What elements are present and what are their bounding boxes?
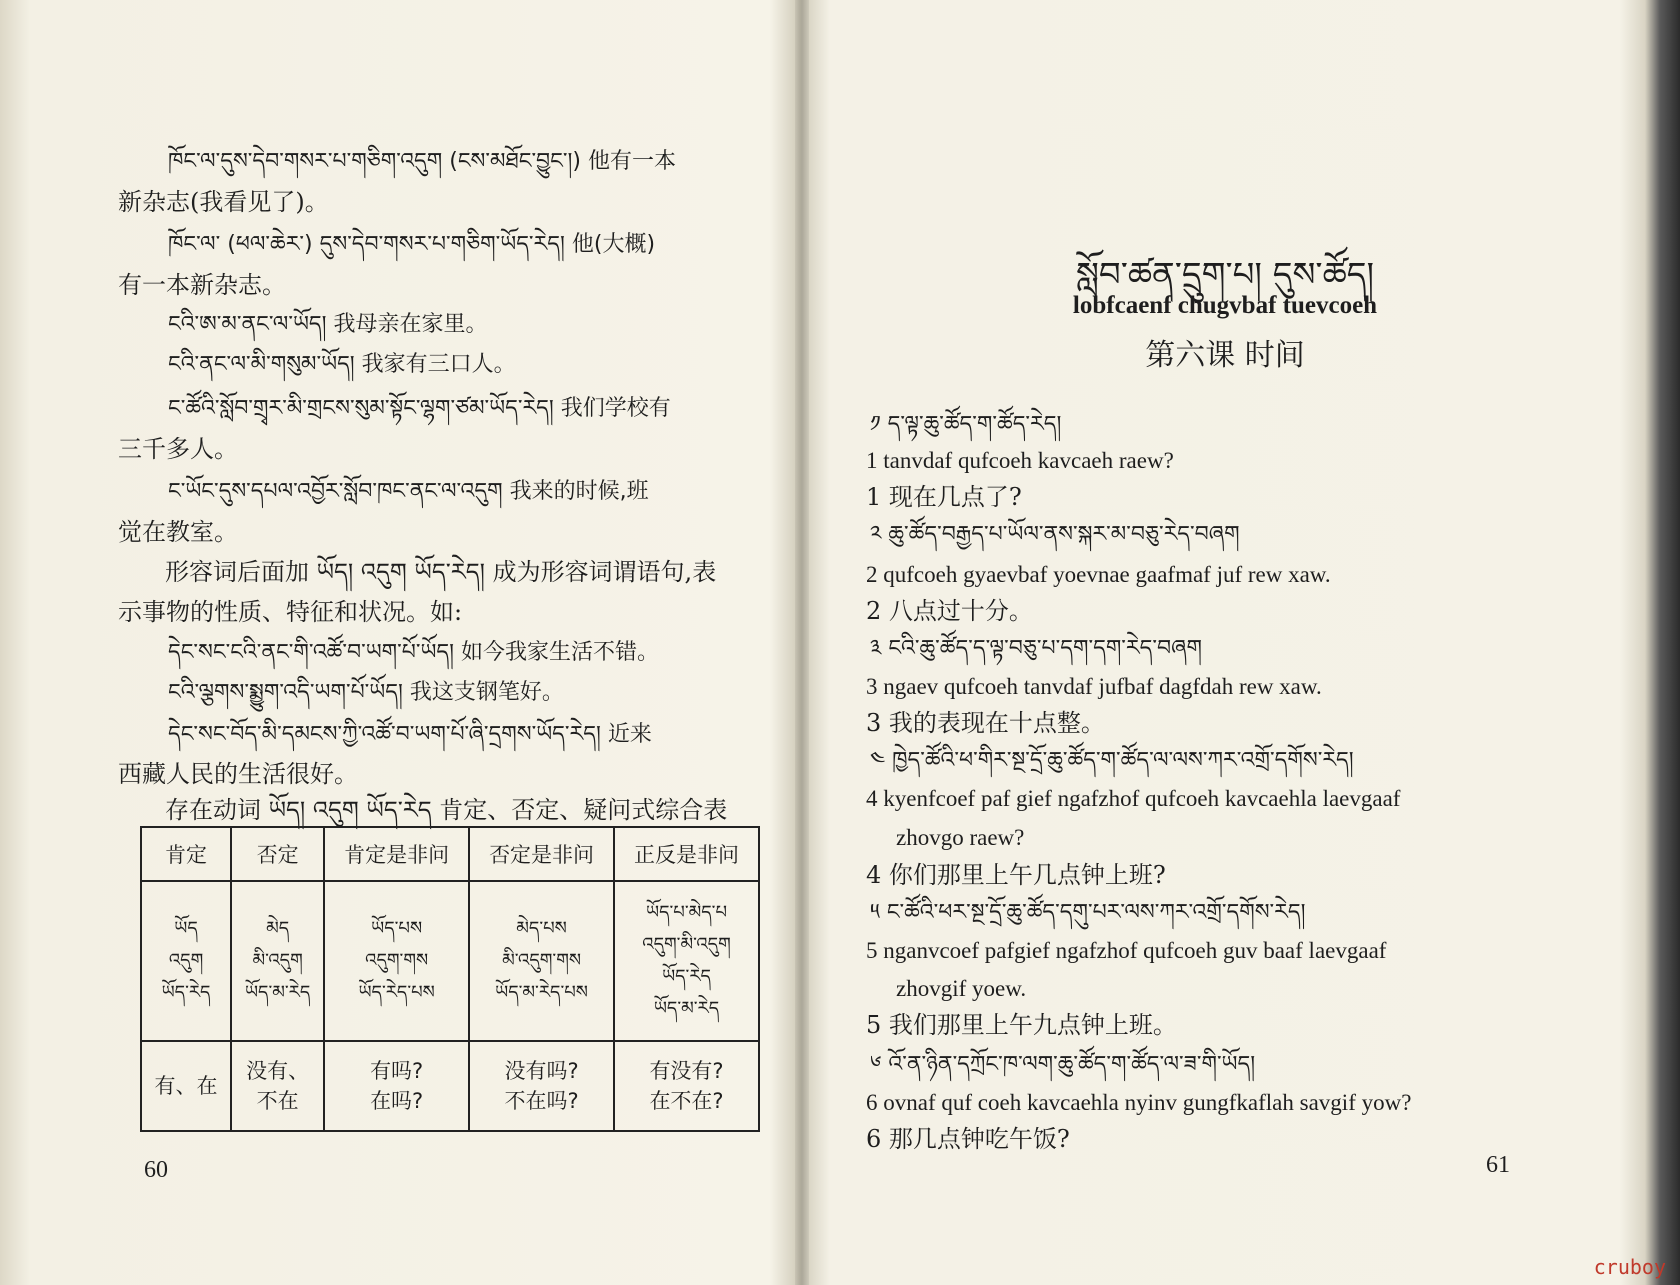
cell-line: འདུག bbox=[168, 950, 204, 971]
existence-verb-table bbox=[140, 826, 760, 1132]
table-header-cell: 肯定 bbox=[141, 827, 231, 881]
table-header-row bbox=[141, 827, 759, 881]
cell-line: མེད་པས bbox=[516, 918, 567, 939]
table-cell bbox=[469, 1041, 614, 1131]
text-line: ང་ཡོང་དུས་དཔལ་འབྱོར་སློབ་ཁང་ནང་ལ་འདུག 我来的时候,班 bbox=[168, 479, 649, 504]
cell-line: 有没有? bbox=[649, 1059, 724, 1083]
table-cell bbox=[324, 881, 469, 1041]
cell-line: འདུག་མི་འདུག bbox=[642, 934, 731, 955]
table-caption: 存在动词 ཡོད། འདུག ཡོད་རེད 肯定、否定、疑问式综合表 bbox=[165, 796, 728, 824]
cell-line: ཡོད་རེད bbox=[161, 982, 211, 1003]
text-line: 6 ovnaf quf coeh kavcaehla nyinv gungfkaflah savgif yow? bbox=[866, 1090, 1412, 1115]
text-line: དེང་སང་བོད་མི་དམངས་ཀྱི་འཚོ་བ་ཡག་པོ་ཞི་དྲགས་ཡོད་རེད། 近来 bbox=[168, 722, 652, 747]
text-line: ངའི་ལྕགས་སྨྱུག་འདི་ཡག་པོ་ཡོད། 我这支钢笔好。 bbox=[168, 680, 564, 705]
text-line: 4 kyenfcoef paf gief ngafzhof qufcoeh kavcaehla laevgaaf bbox=[866, 786, 1401, 811]
cell-line: མི་འདུག bbox=[252, 950, 303, 971]
text-line: zhovgo raew? bbox=[896, 825, 1025, 850]
text-line: 形容词后面加 ཡོད། འདུག ཡོད་རེད། 成为形容词谓语句,表 bbox=[165, 558, 717, 586]
cell-line: 不在吗? bbox=[504, 1089, 579, 1113]
text-line: ༤ ཁྱེད་ཚོའི་ཕ་གིར་སྔ་དྲོ་ཆུ་ཚོད་ག་ཚོད་ལ་ལས་ཀར་འགྲོ་དགོས་རེད། bbox=[870, 748, 1354, 773]
cell-line: ཡོད་རེད bbox=[662, 966, 711, 987]
lesson-title-chinese: 第六课 时间 bbox=[1145, 338, 1305, 373]
table-cell bbox=[324, 1041, 469, 1131]
cell-line: 在不在? bbox=[649, 1089, 724, 1113]
text-line: 1 现在几点了? bbox=[866, 483, 1022, 511]
cell-line: འདུག་གས bbox=[365, 950, 429, 971]
text-line: 有一本新杂志。 bbox=[118, 271, 286, 299]
table-cell bbox=[141, 1041, 231, 1131]
table-row bbox=[141, 1041, 759, 1131]
text-line: 2 八点过十分。 bbox=[866, 597, 1033, 625]
table-cell bbox=[614, 881, 759, 1041]
text-line: ༥ ང་ཚོའི་ཕར་སྔ་དྲོ་ཆུ་ཚོད་དགུ་པར་ལས་ཀར་འགྲོ་དགོས་རེད། bbox=[870, 900, 1306, 925]
table-cell bbox=[469, 881, 614, 1041]
cell-line: ཡོད་རེད་པས bbox=[358, 982, 435, 1003]
table-row bbox=[141, 881, 759, 1041]
page-number: 60 bbox=[144, 1157, 168, 1183]
text-line: 6 那几点钟吃午饭? bbox=[866, 1125, 1070, 1153]
table-cell bbox=[231, 881, 324, 1041]
text-line: 三千多人。 bbox=[118, 435, 238, 463]
text-line: ཁོང་ལ་ (ཕལ་ཆེར་) དུས་དེབ་གསར་པ་གཅིག་ཡོད་རེད། 他(大概) bbox=[168, 232, 656, 257]
text-line: ༦ འོ་ན་ཉིན་དཀྲོང་ཁ་ལག་ཆུ་ཚོད་ག་ཚོད་ལ་ཟ་གི་ཡོད། bbox=[870, 1052, 1256, 1077]
text-line: 觉在教室。 bbox=[118, 518, 238, 546]
lesson-title-romanized: lobfcaenf chugvbaf tuevcoeh bbox=[1072, 292, 1378, 319]
table-header-cell: 否定 bbox=[231, 827, 324, 881]
cell-line: 在吗? bbox=[370, 1089, 424, 1113]
table-cell bbox=[141, 881, 231, 1041]
page-number: 61 bbox=[1486, 1152, 1510, 1178]
watermark-text: cruboy bbox=[1593, 1255, 1666, 1279]
lesson-title-tibetan: སློབ་ཚན་དྲུག་པ། དུས་ཚོད། bbox=[1075, 255, 1375, 295]
cell-line: 不在 bbox=[256, 1089, 299, 1113]
text-line: ང་ཚོའི་སློབ་གྲྭར་མི་གྲངས་སུམ་སྟོང་ལྷག་ཙམ་ཡོད་རེད། 我们学校有 bbox=[168, 396, 671, 421]
table-header-cell: 否定是非问 bbox=[469, 827, 614, 881]
text-line: 3 我的表现在十点整。 bbox=[866, 709, 1105, 737]
text-line: ༢ ཆུ་ཚོད་བརྒྱད་པ་ཡོལ་ནས་སྐར་མ་བཅུ་རེད་བཞག bbox=[870, 522, 1240, 547]
cell-line: ཡོད་མ་རེད bbox=[653, 998, 720, 1019]
left-page bbox=[0, 0, 800, 1285]
cell-line: 有吗? bbox=[370, 1059, 424, 1083]
table-header-cell: 肯定是非问 bbox=[324, 827, 469, 881]
text-line: 5 nganvcoef pafgief ngafzhof qufcoeh guv baaf laevgaaf bbox=[866, 938, 1387, 963]
text-line: ངའི་ཨ་མ་ནང་ལ་ཡོད། 我母亲在家里。 bbox=[168, 312, 488, 337]
cell-line: ཡོད bbox=[174, 918, 198, 939]
text-line: 新杂志(我看见了)。 bbox=[118, 188, 329, 216]
text-line: 示事物的性质、特征和状况。如: bbox=[118, 598, 463, 626]
cell-line: 有、在 bbox=[154, 1074, 218, 1098]
cell-line: ཡོད་མ་རེད bbox=[244, 982, 311, 1003]
table-cell bbox=[231, 1041, 324, 1131]
cell-line: ཡོད་པ་མེད་པ bbox=[646, 902, 727, 923]
text-line: 1 tanvdaf qufcoeh kavcaeh raew? bbox=[866, 448, 1174, 473]
text-line: ༡ ད་ལྟ་ཆུ་ཚོད་ག་ཚོད་རེད། bbox=[870, 412, 1062, 437]
text-line: zhovgif yoew. bbox=[896, 976, 1027, 1001]
right-page bbox=[810, 0, 1640, 1285]
table-cell bbox=[614, 1041, 759, 1131]
text-line: དེང་སང་ངའི་ནང་གི་འཚོ་བ་ཡག་པོ་ཡོད། 如今我家生活不错。 bbox=[168, 640, 660, 665]
text-line: 5 我们那里上午九点钟上班。 bbox=[866, 1011, 1177, 1039]
text-line: 3 ngaev qufcoeh tanvdaf jufbaf dagfdah rew xaw. bbox=[866, 674, 1322, 699]
cell-line: མེད bbox=[266, 918, 290, 939]
text-line: 2 qufcoeh gyaevbaf yoevnae gaafmaf juf rew xaw. bbox=[866, 562, 1331, 587]
table-header-cell: 正反是非问 bbox=[614, 827, 759, 881]
text-line: ༣ ངའི་ཆུ་ཚོད་ད་ལྟ་བཅུ་པ་དག་དག་རེད་བཞག bbox=[870, 636, 1202, 661]
cell-line: མི་འདུག་གས bbox=[502, 950, 582, 971]
cell-line: ཡོད་པས bbox=[371, 918, 423, 939]
text-line: 4 你们那里上午几点钟上班? bbox=[866, 861, 1166, 889]
text-line: ཁོང་ལ་དུས་དེབ་གསར་པ་གཅིག་འདུག (ངས་མཐོང་བྱུང་།) 他有一本 bbox=[168, 149, 676, 174]
cell-line: ཡོད་མ་རེད་པས bbox=[495, 982, 588, 1003]
cell-line: 没有、 bbox=[246, 1059, 310, 1083]
text-line: 西藏人民的生活很好。 bbox=[118, 760, 358, 788]
text-line: ངའི་ནང་ལ་མི་གསུམ་ཡོད། 我家有三口人。 bbox=[168, 352, 516, 377]
cell-line: 没有吗? bbox=[504, 1059, 579, 1083]
